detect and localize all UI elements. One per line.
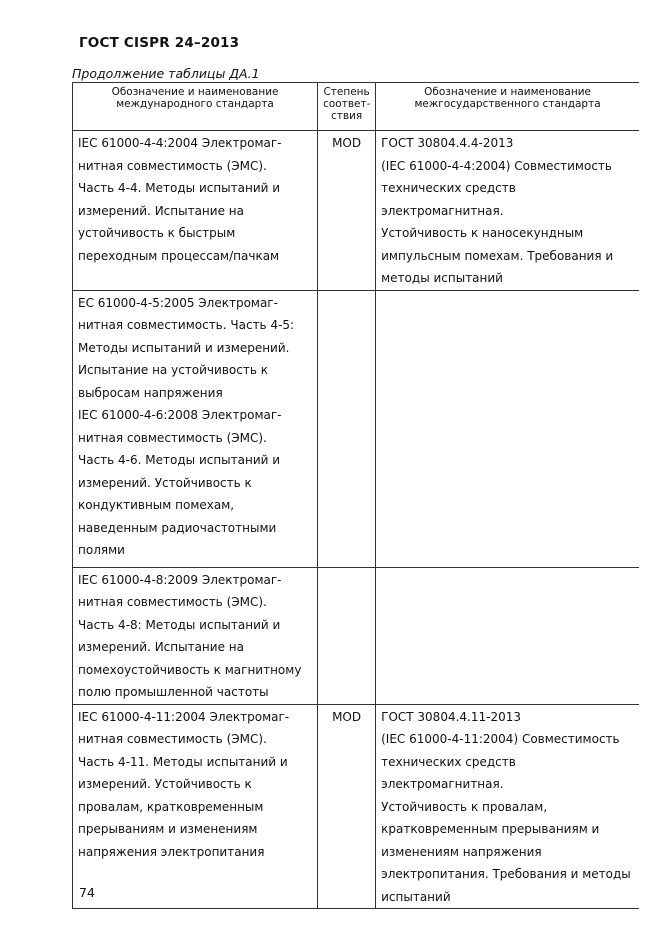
cell-degree [318, 290, 376, 567]
cell-interstate [376, 131, 639, 291]
international-standard-text: IEC 61000-4-11:2004 Электромаг- нитная совместимость (ЭМС). Часть 4-11. Методы испытаний и измерений. Устойчивость к провалам, кратковременным прерываниям и изменениям напряжения электропитания [78, 709, 290, 859]
table-header-row [73, 83, 640, 131]
degree-text [323, 568, 370, 569]
cell-international [73, 290, 318, 567]
degree-text: MOD [332, 136, 362, 150]
degree-text [323, 291, 370, 292]
interstate-standard-text [381, 568, 634, 569]
standards-table [72, 82, 639, 909]
table-row [73, 290, 640, 567]
table-caption: Продолжение таблицы ДА.1 [72, 66, 260, 81]
degree-text: MOD [332, 709, 362, 724]
cell-interstate [376, 704, 639, 909]
header-degree-of-correspondence [318, 83, 376, 131]
document-title: ГОСТ CISPR 24–2013 [79, 35, 240, 51]
header-interstate-label: Обозначение и наименование межгосударственного стандарта [414, 86, 601, 110]
page-number: 74 [79, 885, 95, 900]
header-international-label: Обозначение и наименование международного стандарта [111, 86, 279, 110]
interstate-standard-text: ГОСТ 30804.4.11-2013 (IEC 61000-4-11:2004) Совместимость технических средств электромагнитная. Устойчивость к провалам, кратковременным прерываниям и изменениям напряжения электропитания. Требования и методы испытаний [381, 709, 631, 904]
cell-degree [318, 704, 376, 909]
international-standard-text: ЕС 61000-4-5:2005 Электромаг- нитная совместимость. Часть 4-5: Методы испытаний и измерений. Испытание на устойчивость к выбросам напряжения IEC 61000-4-6:2008 Электромаг- нитная совместимость (ЭМС). Часть 4-6. Методы испытаний и измерений. Устойчивость к кондуктивным помехам, наведенным радиочастотными полями [78, 295, 295, 557]
cell-international [73, 131, 318, 291]
cell-interstate [376, 567, 639, 704]
header-international-standard [73, 83, 318, 131]
header-interstate-standard [376, 83, 639, 131]
interstate-standard-text [381, 291, 634, 292]
cell-international [73, 567, 318, 704]
cell-international [73, 704, 318, 909]
header-degree-label: Степень соответ- ствия [323, 86, 371, 122]
table-row [73, 131, 640, 291]
cell-degree [318, 567, 376, 704]
cell-interstate [376, 290, 639, 567]
international-standard-text: IEC 61000-4-4:2004 Электромаг- нитная совместимость (ЭМС). Часть 4-4. Методы испытаний и измерений. Испытание на устойчивость к быстрым переходным процессам/пачкам [78, 136, 282, 263]
table-row [73, 567, 640, 704]
table-row [73, 704, 640, 909]
interstate-standard-text: ГОСТ 30804.4.4-2013 (IEC 61000-4-4:2004) Совместимость технических средств электромагнитная. Устойчивость к наносекундным импульсным помехам. Требования и методы испытаний [381, 136, 614, 285]
cell-degree [318, 131, 376, 291]
international-standard-text: IEC 61000-4-8:2009 Электромаг- нитная совместимость (ЭМС). Часть 4-8: Методы испытаний и измерений. Испытание на помехоустойчивость к магнитному полю промышленной частоты [78, 572, 302, 699]
